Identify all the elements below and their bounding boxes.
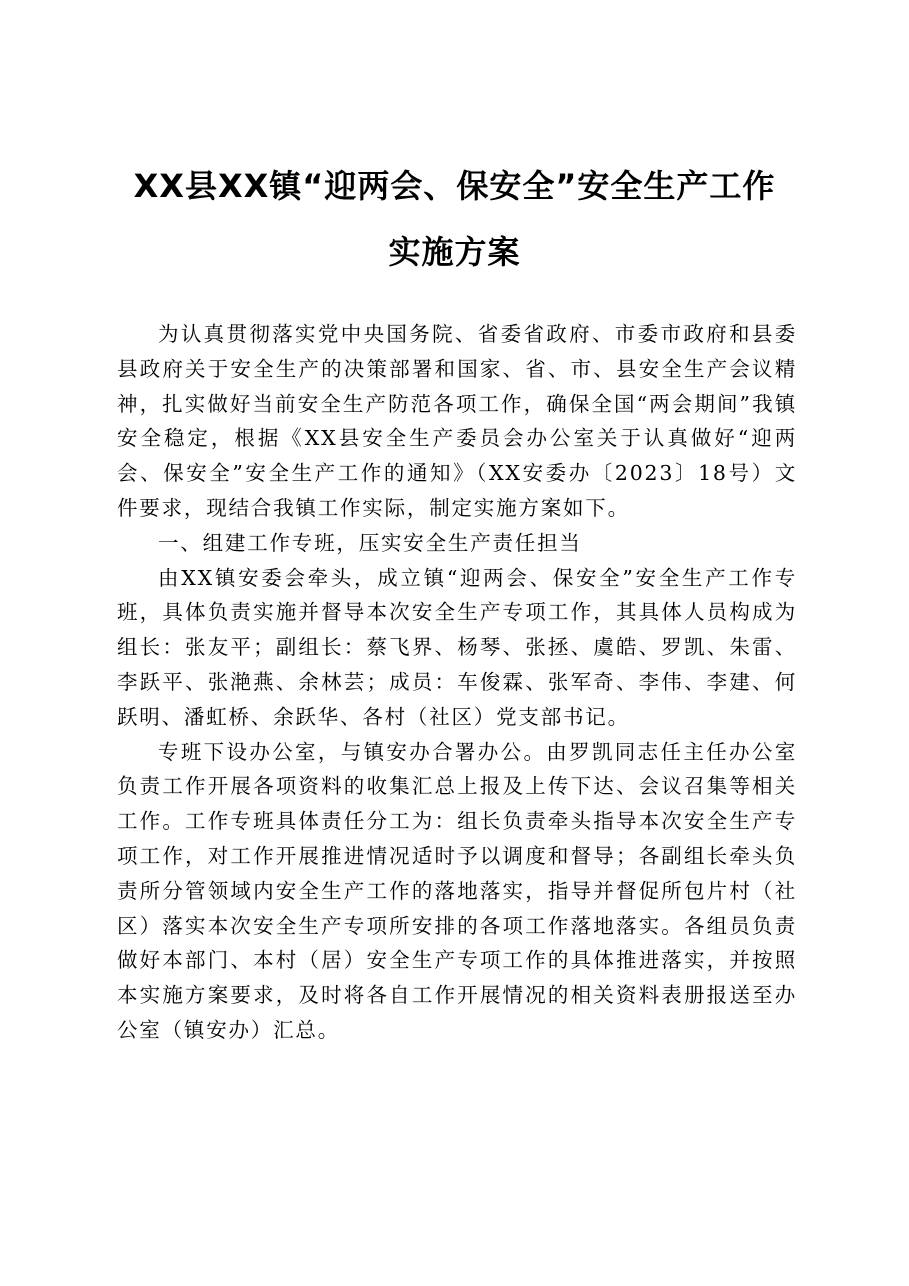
team-paragraph: 由XX镇安委会牵头，成立镇“迎两会、保安全”安全生产工作专班，具体负责实施并督导本次安全生产专项工作，其具体人员构成为组长：张友平；副组长：蔡飞界、杨琴、张拯、虞皓、罗凯、朱雷、李跃平、张滟燕、余林芸；成员：车俊霖、张军奇、李伟、李建、何跃明、潘虹桥、余跃华、各村（社区）党支部书记。 (117, 565, 797, 729)
intro-paragraph: 为认真贯彻落实党中央国务院、省委省政府、市委市政府和县委县政府关于安全生产的决策部署和国家、省、市、县安全生产会议精神，扎实做好当前安全生产防范各项工作，确保全国“两会期间”我镇安全稳定，根据《XX县安全生产委员会办公室关于认真做好“迎两会、保安全”安全生产工作的通知》（XX安委办〔2023〕18号）文件要求，现结合我镇工作实际，制定实施方案如下。 (117, 322, 797, 520)
office-paragraph: 专班下设办公室，与镇安办合署办公。由罗凯同志任主任办公室负责工作开展各项资料的收集汇总上报及上传下达、会议召集等相关工作。工作专班具体责任分工为：组长负责牵头指导本次安全生产专项工作，对工作开展推进情况适时予以调度和督导；各副组长牵头负责所分管领域内安全生产工作的落地落实，指导并督促所包片村（社区）落实本次安全生产专项所安排的各项工作落地落实。各组员负责做好本部门、本村（居）安全生产专项工作的具体推进落实，并按照本实施方案要求，及时将各自工作开展情况的相关资料表册报送至办公室（镇安办）汇总。 (117, 739, 797, 1042)
document-title-line1: XX县XX镇“迎两会、保安全”安全生产工作 (133, 167, 776, 205)
document-title-line2: 实施方案 (388, 233, 521, 271)
document-body (117, 317, 797, 1048)
section-heading-1: 一、组建工作专班，压实安全生产责任担当 (158, 530, 582, 555)
